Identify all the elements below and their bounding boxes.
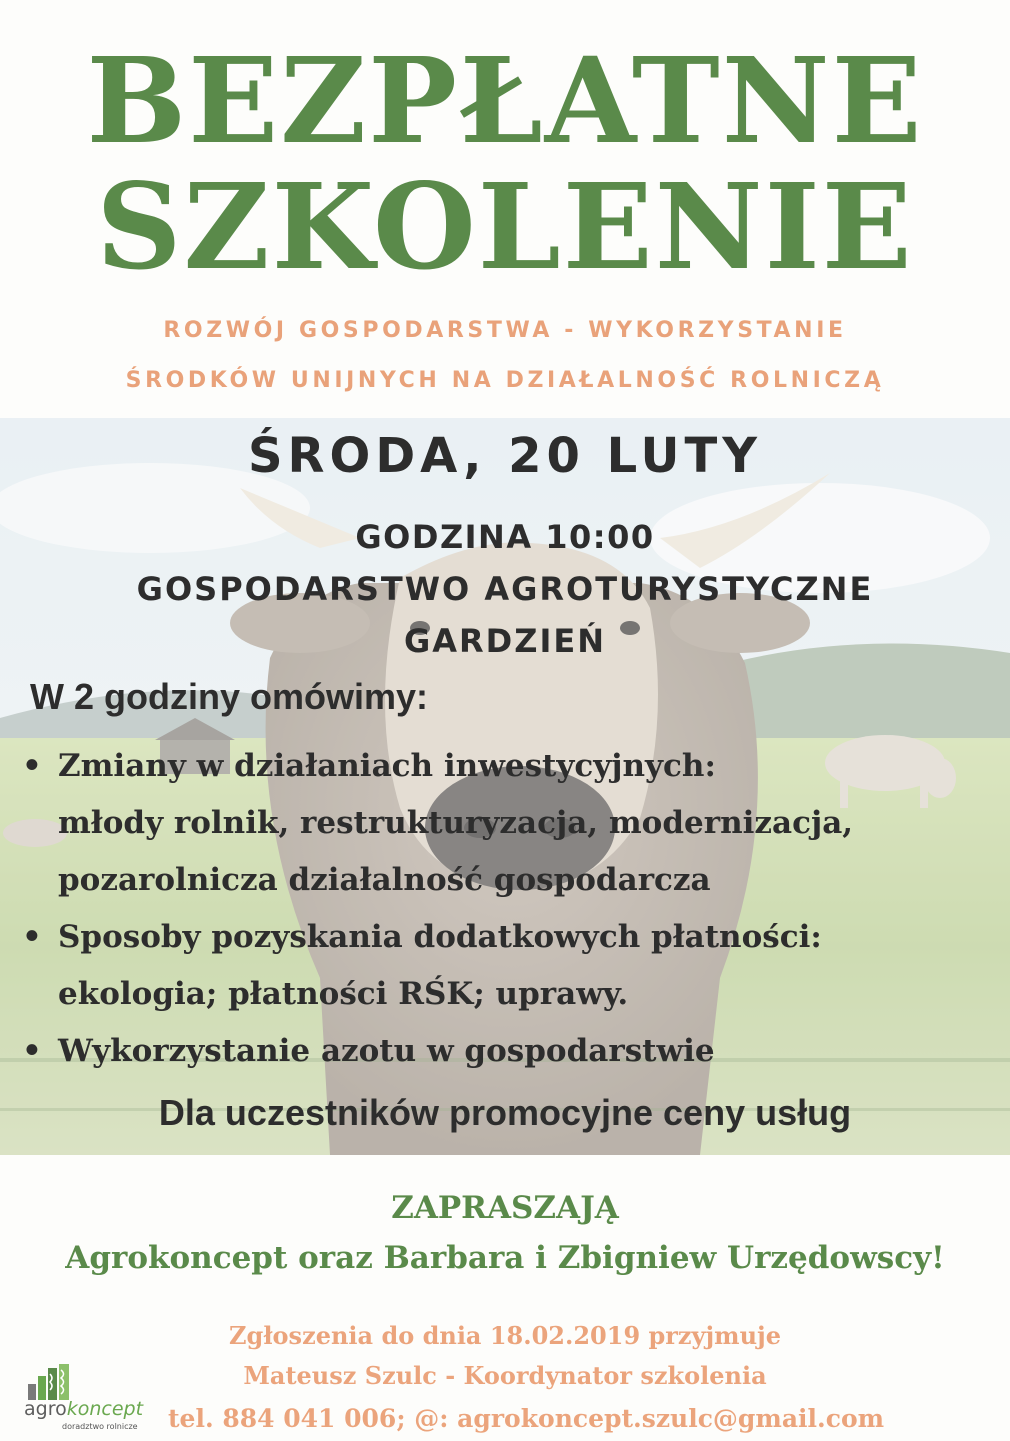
agenda-item-line: ekologia; płatności RŚK; uprawy.: [58, 976, 629, 1012]
logo-tagline: doradztwo rolnicze: [62, 1422, 138, 1431]
agenda-item: [22, 1023, 982, 1080]
bullet-icon: •: [22, 919, 42, 955]
event-venue-line1: GOSPODARSTWO AGROTURYSTYCZNE: [136, 570, 874, 608]
logo-wordmark: [24, 1398, 143, 1420]
invite-heading: ZAPRASZAJĄ: [391, 1190, 619, 1226]
agrokoncept-logo: [10, 1364, 160, 1434]
agenda-item-line: pozarolnicza działalność gospodarcza: [58, 862, 711, 898]
registration-contact: tel. 884 041 006; @: agrokoncept.szulc@gmail.com: [168, 1404, 885, 1433]
event-time: GODZINA 10:00: [355, 518, 655, 556]
event-venue-line2: GARDZIEŃ: [404, 622, 606, 660]
subtitle-line2: ŚRODKÓW UNIJNYCH NA DZIAŁALNOŚĆ ROLNICZĄ: [125, 368, 885, 393]
agenda-item-line: Zmiany w działaniach inwestycyjnych:: [58, 748, 716, 784]
poster-title-line1: BEZPŁATNE: [86, 31, 924, 170]
event-date: ŚRODA, 20 LUTY: [247, 428, 763, 484]
agenda-item-line: Sposoby pozyskania dodatkowych płatności:: [58, 919, 822, 955]
poster-title-line2: SZKOLENIE: [96, 157, 914, 296]
registration-deadline: Zgłoszenia do dnia 18.02.2019 przyjmuje: [229, 1321, 781, 1350]
logo-word-part1: agro: [24, 1398, 67, 1420]
registration-coordinator: Mateusz Szulc - Koordynator szkolenia: [243, 1361, 767, 1390]
promo-text: Dla uczestników promocyjne ceny usług: [158, 1092, 852, 1133]
agenda-item: [22, 738, 982, 909]
subtitle-line1: ROZWÓJ GOSPODARSTWA - WYKORZYSTANIE: [163, 318, 847, 343]
bullet-icon: •: [22, 1033, 42, 1069]
agenda-item-line: Wykorzystanie azotu w gospodarstwie: [58, 1033, 715, 1069]
agenda-list: [22, 738, 982, 1080]
invite-hosts: Agrokoncept oraz Barbara i Zbigniew Urzędowscy!: [65, 1240, 945, 1276]
agenda-item-line: młody rolnik, restrukturyzacja, modernizacja,: [58, 805, 854, 841]
logo-mark-icon: [28, 1364, 70, 1400]
bullet-icon: •: [22, 748, 42, 784]
agenda-intro: W 2 godziny omówimy:: [30, 676, 429, 717]
logo-word-part2: koncept: [66, 1398, 144, 1420]
agenda-item: [22, 909, 982, 1023]
